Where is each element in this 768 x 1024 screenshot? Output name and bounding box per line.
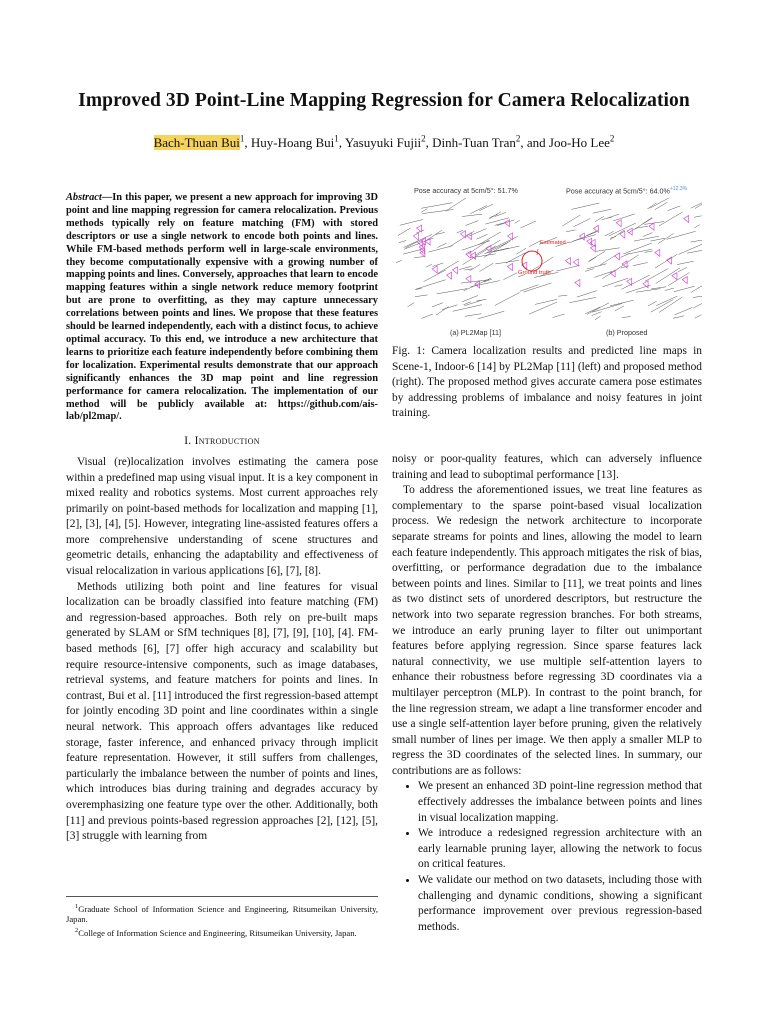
footnotes: [66, 896, 378, 940]
map-line: [437, 289, 468, 294]
map-line: [436, 307, 449, 316]
map-line: [422, 210, 453, 214]
map-line: [421, 203, 452, 209]
map-line: [432, 303, 443, 307]
map-line: [577, 291, 597, 298]
contribution-list: [392, 779, 702, 935]
map-line: [615, 306, 624, 311]
line-map-left: [396, 198, 558, 319]
camera-frustum: [627, 228, 632, 235]
map-line: [610, 230, 625, 240]
map-line: [668, 206, 681, 211]
map-line: [504, 273, 518, 280]
footnote: [66, 926, 378, 938]
map-line: [464, 300, 481, 306]
map-line: [442, 305, 458, 310]
map-line: [605, 231, 614, 236]
map-line: [673, 316, 684, 319]
author-separator: ,: [244, 135, 251, 150]
map-line: [462, 296, 478, 302]
camera-frustum: [620, 231, 625, 238]
subfigure-a-label: (a) PL2Map [11]: [450, 328, 502, 337]
map-line: [479, 204, 493, 211]
map-line: [446, 198, 467, 211]
map-line: [694, 225, 700, 228]
map-line: [497, 220, 515, 226]
map-line: [636, 289, 661, 293]
map-line: [558, 295, 567, 296]
author-name: Bach-Thuan Bui: [153, 135, 240, 150]
camera-frustum: [466, 276, 471, 283]
map-line: [610, 300, 634, 306]
map-line: [491, 236, 519, 249]
figure-right-header-text: Pose accuracy at 5cm/5°: 64.0%: [566, 186, 670, 196]
map-line: [648, 301, 657, 306]
map-line: [645, 251, 653, 253]
map-line: [695, 315, 702, 318]
map-line: [655, 254, 677, 268]
figure-left-header: Pose accuracy at 5cm/5°: 51.7%: [414, 186, 518, 195]
map-line: [643, 233, 653, 237]
map-line: [691, 238, 702, 242]
right-column: [392, 452, 702, 935]
map-line: [562, 215, 580, 226]
map-line: [426, 264, 432, 267]
map-line: [677, 261, 694, 264]
line-map-right: [553, 198, 703, 320]
map-line: [665, 288, 674, 290]
camera-frustum: [682, 277, 687, 284]
map-line: [655, 202, 667, 209]
camera-frustum: [655, 249, 660, 256]
map-line: [589, 251, 605, 261]
map-line: [602, 217, 612, 220]
abstract-dash: —: [101, 192, 113, 203]
map-line: [396, 260, 402, 262]
author-separator: , and: [520, 135, 549, 150]
map-line: [495, 293, 520, 306]
section-title: Introduction: [194, 435, 260, 448]
map-line: [675, 308, 693, 315]
map-line: [489, 212, 501, 219]
map-line: [471, 254, 496, 258]
map-line: [656, 296, 677, 306]
map-line: [424, 270, 446, 282]
map-line: [477, 299, 487, 301]
map-line: [529, 241, 540, 247]
map-line: [587, 303, 609, 315]
map-line: [421, 209, 427, 213]
camera-frustum: [566, 258, 571, 265]
map-line: [628, 218, 653, 233]
estimated-label: Estimated: [540, 240, 566, 246]
figure-caption: Fig. 1: Camera localization results and predicted line maps in Scene-1, Indoor-6 [14] by PL2Map [11] (left) and proposed method (right). The proposed method gives accurate camera pose estimates by addressing problems of imbalance and noisy features in joint training.: [392, 345, 702, 420]
map-line: [693, 296, 702, 298]
map-line: [404, 234, 433, 247]
map-line: [585, 269, 594, 272]
map-line: [587, 264, 607, 269]
map-line: [484, 242, 508, 254]
map-line: [523, 283, 551, 292]
camera-frustum: [507, 264, 512, 271]
map-line: [400, 219, 423, 225]
paragraph: Methods utilizing both point and line features for visual localization can be broadly classified into feature matching (FM) and regression-based approaches. Both rely on pre-built maps generated by SLAM or SfM techniques [8], [7], [9], [10], [4]. FM-based methods [6], [7] offer high accuracy and scalability but require resource-intensive components, such as image databases, retrieval systems, and feature matchers for points and lines. In contrast, Bui et al. [11] introduced the first regression-based attempt for jointly encoding 3D point and line coordinates within a single neural network. This approach offers advantages like reduced storage, faster inference, and enhanced privacy through implicit feature representation. However, it still suffers from challenges, particularly the imbalance between the number of points and lines, which introduces bias during training and degrades accuracy by overemphasizing one feature type over the other. Additionally, both [11] and previous points-based regression approaches [2], [12], [5], [3] struggle with learning from: [66, 580, 378, 843]
map-line: [595, 216, 604, 221]
map-line: [574, 218, 591, 226]
camera-frustum: [575, 279, 580, 286]
camera-frustum: [504, 220, 509, 227]
map-line: [658, 233, 674, 243]
map-line: [602, 278, 628, 287]
camera-frustum: [649, 223, 654, 230]
figure-accuracy-delta: +12.3%: [669, 186, 688, 192]
paragraph: Visual (re)localization involves estimating the camera pose within a predefined map using visual input. It is a key component in mixed reality and robotics systems. Most current approaches rely primarily on point-based methods for localization and mapping [1], [2], [3], [4], [5]. However, integrating line-assisted features offers a more comprehensive understanding of scene structures and geometric details, enhancing the adaptability and effectiveness of visual relocalization in various applications [6], [7], [8].: [66, 455, 378, 578]
map-line: [495, 260, 518, 264]
map-line: [398, 228, 410, 235]
map-line: [415, 295, 428, 297]
map-line: [645, 269, 668, 282]
list-item: • We validate our method on two datasets, including those with challenging and dynamic conditions, showing a significant performance improvement over previous regression-based methods.: [418, 873, 702, 935]
map-line: [480, 263, 494, 271]
map-line: [592, 312, 602, 316]
author-name: Yasuyuki Fujii: [344, 135, 422, 150]
map-line: [622, 316, 631, 317]
ground-truth-marker: [522, 251, 542, 271]
map-line: [592, 304, 622, 313]
map-line: [668, 273, 689, 286]
map-line: [470, 264, 481, 270]
author-affiliation: 2: [421, 133, 426, 144]
map-line: [633, 263, 648, 266]
figure-1: [392, 182, 702, 342]
map-line: [556, 265, 579, 271]
map-line: [659, 212, 682, 226]
footnote-mark: 2: [75, 927, 79, 935]
map-line: [596, 248, 620, 252]
map-line: [566, 230, 575, 232]
paragraph: To address the aforementioned issues, we treat line features as complementary to the sparse point-based visual localization process. We redesign the network architecture to incorporate separate streams for points and lines, allowing the model to learn each feature independently. This approach mitigates the risk of bias, overfitting, or performance degradation due to the imbalance between points and lines. Similar to [11], we treat points and lines as two distinct sets of unordered descriptors, but restructure the network into two separate regression branches. For both streams, we introduce an early pruning layer to filter out unimportant features before applying regression. Since sparse features lack natural connectivity, we use multiple self-attention layers to enhance their robustness before regressing 3D coordinates via a multilayer perceptron (MLP). In contrast to the point branch, for the line regression stream, we adapt a line transformer encoder and use a single self-attention layer before pruning, given the relatively small number of lines per image. We then apply a smaller MLP to regress the 3D coordinates of the selected lines. In summary, our contributions are as follows:: [392, 484, 702, 777]
footnote-text: Graduate School of Information Science and Engineering, Ritsumeikan University, Japan.: [66, 903, 378, 925]
map-line: [687, 250, 702, 253]
map-line: [399, 241, 406, 243]
map-line: [586, 231, 598, 236]
map-line: [432, 263, 443, 267]
section-number: I.: [184, 435, 192, 448]
map-line: [416, 280, 446, 289]
abstract-label: Abstract: [66, 192, 102, 203]
map-line: [470, 206, 487, 214]
map-line: [648, 203, 657, 209]
map-line: [693, 303, 702, 308]
map-line: [569, 297, 595, 302]
map-line: [572, 203, 600, 209]
map-line: [416, 230, 424, 233]
camera-frustum: [432, 266, 437, 273]
author-separator: ,: [425, 135, 433, 150]
map-line: [408, 303, 415, 307]
map-line: [478, 232, 501, 245]
figure-right-header: [566, 186, 687, 195]
camera-frustum: [684, 216, 689, 223]
map-line: [656, 268, 680, 284]
map-line: [428, 246, 452, 252]
author-name: Dinh-Tuan Tran: [432, 135, 516, 150]
camera-frustum: [615, 253, 620, 260]
camera-frustum: [452, 267, 457, 274]
camera-frustum: [417, 225, 422, 232]
map-line: [553, 314, 565, 318]
camera-frustum: [461, 231, 466, 238]
author-separator: ,: [338, 135, 345, 150]
line-map-illustration: [392, 198, 702, 330]
map-line: [588, 257, 596, 262]
footnote-text: College of Information Science and Engineering, Ritsumeikan University, Japan.: [78, 927, 357, 938]
left-column: [66, 192, 378, 845]
paragraph: noisy or poor-quality features, which can adversely influence training and lead to suboptimal performance [13].: [392, 453, 702, 481]
map-line: [674, 286, 695, 292]
camera-frustum: [573, 259, 578, 266]
map-line: [464, 302, 472, 305]
author-affiliation: 1: [334, 133, 339, 144]
camera-frustum: [508, 233, 513, 240]
list-item: • We present an enhanced 3D point-line regression method that effectively addresses the imbalance between points and lines in visual localization mapping.: [418, 779, 702, 826]
map-line: [465, 221, 478, 226]
map-line: [422, 314, 433, 318]
map-line: [593, 209, 611, 213]
map-line: [462, 214, 482, 216]
camera-frustum: [466, 251, 471, 258]
map-line: [515, 220, 520, 223]
camera-frustum: [413, 233, 418, 240]
map-line: [465, 314, 482, 317]
map-line: [617, 255, 639, 270]
author-name: Joo-Ho Lee: [548, 135, 610, 150]
map-line: [609, 223, 636, 236]
author-affiliation: 2: [609, 133, 615, 144]
map-line: [477, 234, 488, 239]
camera-frustum: [672, 273, 677, 280]
footnote: [66, 902, 378, 925]
list-item: • We introduce a redesigned regression architecture with an early learnable pruning layer, allowing the network to focus on critical features.: [418, 826, 702, 873]
abstract: [66, 192, 378, 424]
map-line: [521, 221, 536, 228]
map-line: [691, 285, 702, 293]
camera-frustum: [447, 272, 452, 279]
ground-truth-label: Ground truth: [518, 270, 551, 276]
map-line: [437, 243, 446, 247]
map-line: [529, 302, 557, 314]
author-affiliation: 1: [239, 133, 245, 144]
map-line: [595, 316, 601, 320]
camera-frustum: [616, 220, 621, 227]
map-line: [414, 256, 425, 257]
paper-title: Improved 3D Point-Line Mapping Regression for Camera Relocalization: [78, 90, 690, 111]
section-heading: [66, 434, 378, 450]
author-list: [0, 135, 768, 151]
map-line: [694, 216, 702, 218]
map-line: [635, 226, 648, 228]
map-line: [478, 311, 504, 319]
abstract-text: In this paper, we present a new approach for improving 3D point and line mapping regression for camera relocalization. Previous methods typically rely on feature matching (FM) with stored descriptors or use a single network to encode both points and lines. While FM-based methods perform well in large-scale environments, they become computationally expensive with a growing number of mapping points and lines. Conversely, approaches that learn to encode mapping features within a single network reduce memory footprint but are prone to overfitting, as they may capture unnecessary correlations between points and lines. We propose that these features should be learned independently, each with a distinct focus, to achieve optimal accuracy. To this end, we introduce a new architecture that learns to prioritize each feature independently before combining them for localization. Experimental results demonstrate that our approach significantly enhances the 3D map point and line regression performance for camera relocalization. The implementation of our method will be publicly available at: https://github.com/ais-lab/pl2map/.: [66, 192, 378, 423]
map-line: [642, 218, 652, 224]
subfigure-b-label: (b) Proposed: [606, 328, 648, 337]
map-line: [615, 285, 623, 287]
author-name: Huy-Hoang Bui: [250, 135, 335, 150]
footnote-mark: 1: [75, 903, 79, 910]
map-line: [651, 287, 666, 289]
map-line: [453, 305, 482, 312]
author-affiliation: 2: [515, 133, 521, 144]
